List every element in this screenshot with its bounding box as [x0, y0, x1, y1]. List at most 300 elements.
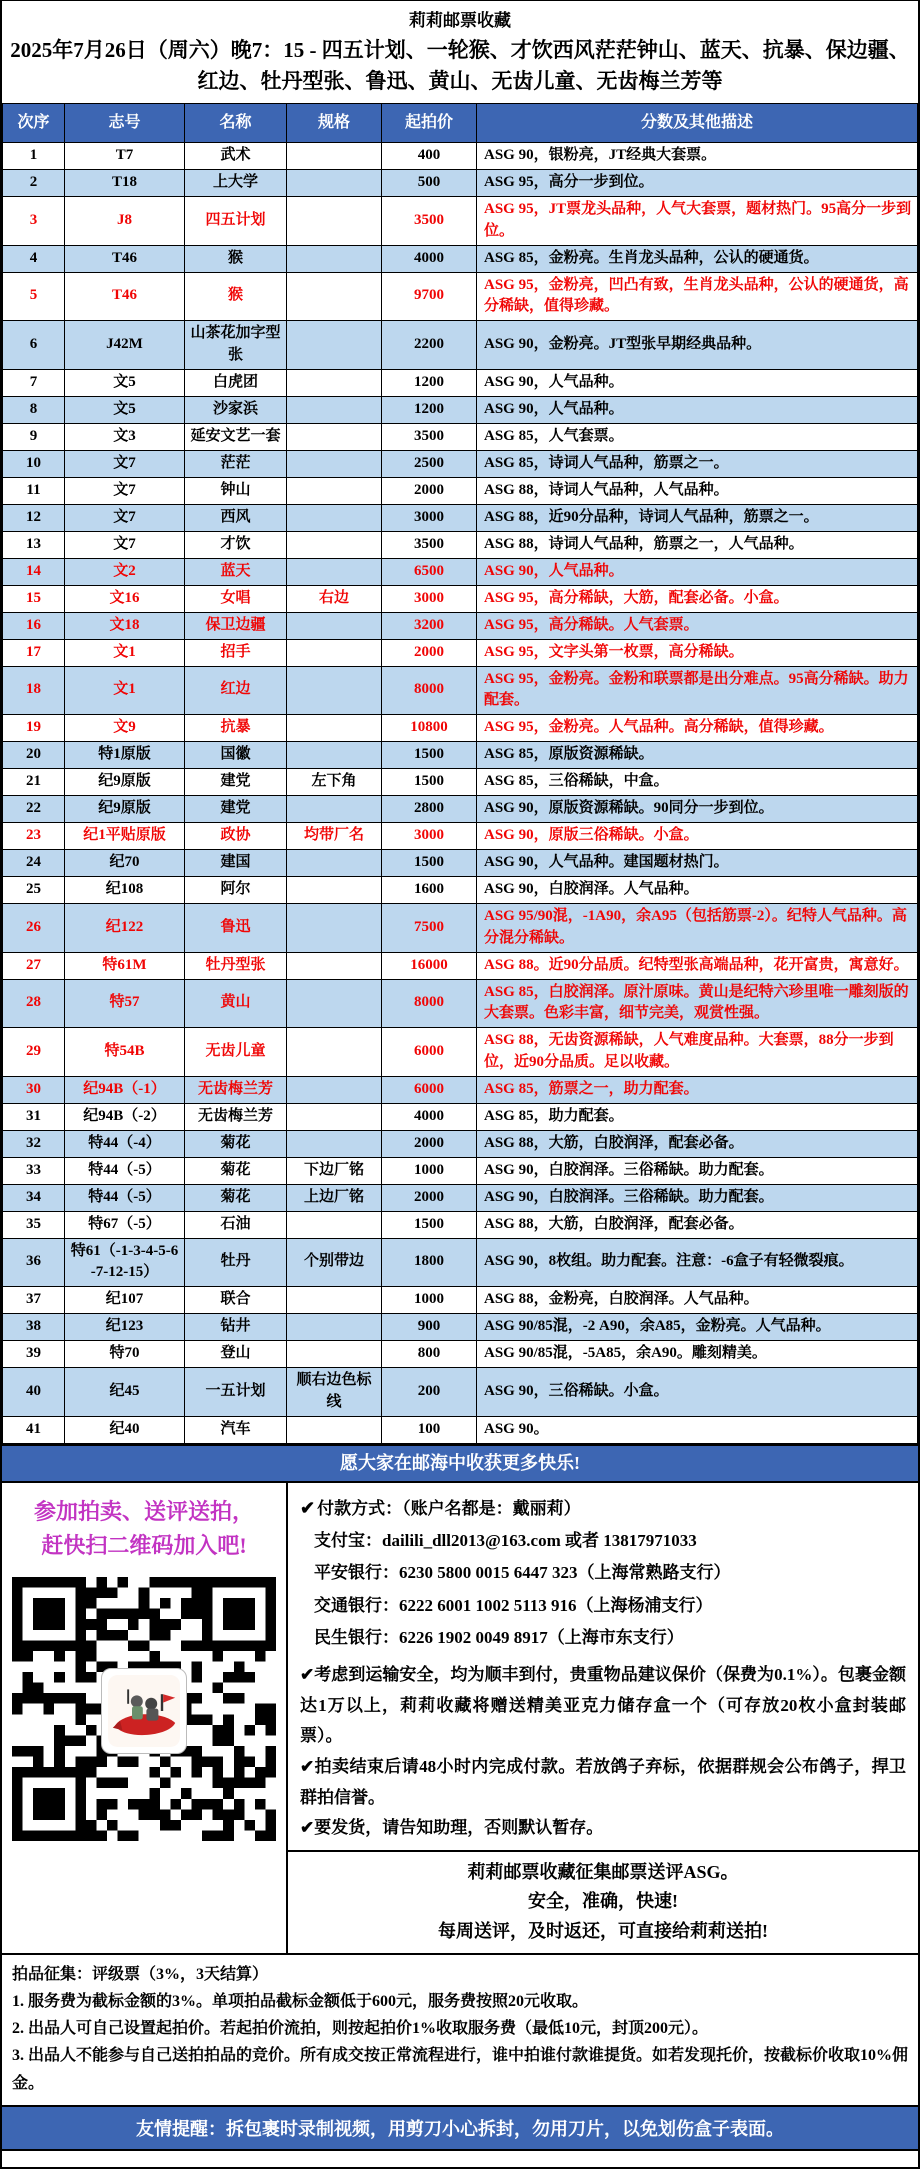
cell-catalog: 纪9原版 [65, 796, 185, 823]
event-subtitle: 2025年7月26日（周六）晚7：15 - 四五计划、一轮猴、才饮西风茫茫钟山、蓝天、抗暴、保边疆、红边、牡丹型张、鲁迅、黄山、无齿儿童、无齿梅兰芳等 [10, 38, 910, 93]
cell-spec [287, 877, 382, 904]
column-header-name: 名称 [185, 104, 287, 143]
cell-seq: 7 [3, 369, 65, 396]
payment-line-text: 交通银行：6222 6001 1002 5113 916（上海杨浦支行） [314, 1595, 713, 1615]
cell-name: 茫茫 [185, 450, 287, 477]
note-line-text: 要发货，请告知助理，否则默认暂存。 [314, 1818, 604, 1838]
cell-name: 鲁迅 [185, 904, 287, 953]
cell-price: 3000 [382, 585, 477, 612]
note-line [300, 1660, 906, 1752]
cell-price: 9700 [382, 272, 477, 321]
cell-spec [287, 1130, 382, 1157]
cell-name: 上大学 [185, 170, 287, 197]
cell-seq: 30 [3, 1076, 65, 1103]
cell-price: 10800 [382, 715, 477, 742]
table-row [3, 823, 918, 850]
rules-section [2, 1953, 918, 2105]
cell-catalog: 文1 [65, 639, 185, 666]
cell-price: 1200 [382, 396, 477, 423]
cell-price: 1200 [382, 369, 477, 396]
cell-price: 1500 [382, 769, 477, 796]
cell-spec [287, 272, 382, 321]
rule-line: 2. 出品人可自己设置起拍价。若起拍价流拍，则按起拍价1%收取服务费（最低10元，封顶200元）。 [12, 2020, 709, 2038]
cell-name: 无齿梅兰芳 [185, 1103, 287, 1130]
cell-seq: 19 [3, 715, 65, 742]
cell-desc: ASG 88，无齿资源稀缺，人气难度品种。大套票，88分一步到位，近90分品质。足以收藏。 [477, 1028, 918, 1077]
cell-spec: 顺右边色标线 [287, 1368, 382, 1417]
cell-price: 6000 [382, 1028, 477, 1077]
cell-seq: 13 [3, 531, 65, 558]
payment-line-text: 民生银行：6226 1902 0049 8917（上海市东支行） [314, 1627, 684, 1647]
cell-desc: ASG 90，金粉亮。JT型张早期经典品种。 [477, 321, 918, 370]
cell-spec [287, 321, 382, 370]
table-row [3, 369, 918, 396]
cell-price: 16000 [382, 952, 477, 979]
asg-line: 每周送评，及时返还，可直接给莉莉送拍! [438, 1921, 768, 1942]
cell-catalog: 文7 [65, 450, 185, 477]
cell-name: 猴 [185, 272, 287, 321]
rocket-riders-illustration [108, 1675, 180, 1747]
cell-seq: 33 [3, 1157, 65, 1184]
cell-desc: ASG 95，高分稀缺，大筋，配套必备。小盒。 [477, 585, 918, 612]
cell-spec [287, 170, 382, 197]
cell-spec: 均带厂名 [287, 823, 382, 850]
cell-name: 抗暴 [185, 715, 287, 742]
cell-spec [287, 197, 382, 246]
cell-seq: 22 [3, 796, 65, 823]
cell-catalog: 文18 [65, 612, 185, 639]
cell-seq: 1 [3, 143, 65, 170]
promo-line-2: 赶快扫二维码加入吧! [41, 1532, 247, 1558]
page-title: 莉莉邮票收藏 [409, 11, 511, 30]
table-row [3, 877, 918, 904]
auction-table [2, 103, 918, 1444]
cell-catalog: 文2 [65, 558, 185, 585]
table-row [3, 170, 918, 197]
cell-spec [287, 245, 382, 272]
cell-price: 500 [382, 170, 477, 197]
cell-seq: 41 [3, 1416, 65, 1443]
cell-seq: 29 [3, 1028, 65, 1077]
cell-seq: 31 [3, 1103, 65, 1130]
cell-price: 100 [382, 1416, 477, 1443]
table-row [3, 979, 918, 1028]
cell-desc: ASG 90，白胶润泽。三俗稀缺。助力配套。 [477, 1157, 918, 1184]
cell-catalog: J8 [65, 197, 185, 246]
cell-price: 3500 [382, 197, 477, 246]
cell-catalog: 纪70 [65, 850, 185, 877]
cell-spec [287, 1028, 382, 1077]
cell-seq: 23 [3, 823, 65, 850]
table-row [3, 1341, 918, 1368]
asg-line: 安全，准确，快速! [528, 1891, 678, 1912]
cell-spec: 左下角 [287, 769, 382, 796]
cell-name: 无齿儿童 [185, 1028, 287, 1077]
table-row [3, 450, 918, 477]
cell-price: 2500 [382, 450, 477, 477]
cell-price: 1800 [382, 1238, 477, 1287]
wish-banner: 愿大家在邮海中收获更多快乐! [2, 1444, 918, 1483]
cell-spec [287, 742, 382, 769]
cell-spec [287, 666, 382, 715]
table-row [3, 1211, 918, 1238]
cell-desc: ASG 88，大筋，白胶润泽，配套必备。 [477, 1211, 918, 1238]
cell-name: 牡丹型张 [185, 952, 287, 979]
cell-desc: ASG 90。 [477, 1416, 918, 1443]
table-row [3, 769, 918, 796]
column-header-seq: 次序 [3, 104, 65, 143]
cell-desc: ASG 90，三俗稀缺。小盒。 [477, 1368, 918, 1417]
cell-name: 菊花 [185, 1184, 287, 1211]
cell-desc: ASG 88，诗词人气品种，筋票之一，人气品种。 [477, 531, 918, 558]
cell-price: 4000 [382, 1103, 477, 1130]
cell-catalog: 文7 [65, 504, 185, 531]
cell-desc: ASG 85，筋票之一，助力配套。 [477, 1076, 918, 1103]
cell-catalog: 文9 [65, 715, 185, 742]
cell-name: 红边 [185, 666, 287, 715]
table-row [3, 1076, 918, 1103]
cell-catalog: 特61（-1-3-4-5-6-7-12-15） [65, 1238, 185, 1287]
cell-spec [287, 612, 382, 639]
note-line-text: 拍卖结束后请48小时内完成付款。若放鸽子弃标，依据群规会公布鸽子，捍卫群拍信誉。 [300, 1757, 906, 1807]
bottom-spacer [2, 2151, 918, 2167]
cell-name: 建党 [185, 796, 287, 823]
cell-spec: 个别带边 [287, 1238, 382, 1287]
cell-name: 菊花 [185, 1157, 287, 1184]
table-row [3, 585, 918, 612]
payment-line-text: 付款方式：（账户名都是：戴丽莉） [317, 1498, 581, 1518]
table-row [3, 639, 918, 666]
cell-spec [287, 143, 382, 170]
cell-catalog: 文5 [65, 369, 185, 396]
table-header-row [3, 104, 918, 143]
table-row [3, 1368, 918, 1417]
cell-desc: ASG 95，高分稀缺。人气套票。 [477, 612, 918, 639]
cell-spec [287, 396, 382, 423]
cell-catalog: 纪122 [65, 904, 185, 953]
cell-name: 武术 [185, 143, 287, 170]
cell-price: 2800 [382, 796, 477, 823]
cell-seq: 28 [3, 979, 65, 1028]
cell-spec [287, 1341, 382, 1368]
cell-price: 2000 [382, 1184, 477, 1211]
cell-price: 3200 [382, 612, 477, 639]
table-row [3, 1103, 918, 1130]
table-row [3, 1157, 918, 1184]
cell-spec [287, 504, 382, 531]
cell-price: 1000 [382, 1287, 477, 1314]
cell-name: 猴 [185, 245, 287, 272]
cell-catalog: 特57 [65, 979, 185, 1028]
cell-spec [287, 639, 382, 666]
cell-seq: 9 [3, 423, 65, 450]
table-row [3, 531, 918, 558]
cell-catalog: J42M [65, 321, 185, 370]
cell-name: 白虎团 [185, 369, 287, 396]
cell-catalog: 文7 [65, 531, 185, 558]
cell-spec [287, 1416, 382, 1443]
middle-section [2, 1483, 918, 1953]
cell-desc: ASG 90/85混，-2 A90，余A85，金粉亮。人气品种。 [477, 1314, 918, 1341]
cell-seq: 37 [3, 1287, 65, 1314]
cell-spec: 右边 [287, 585, 382, 612]
cell-spec [287, 850, 382, 877]
cell-desc: ASG 95，金粉亮，凹凸有致，生肖龙头品种，公认的硬通货，高分稀缺，值得珍藏。 [477, 272, 918, 321]
asg-line: 莉莉邮票收藏征集邮票送评ASG。 [467, 1861, 739, 1882]
cell-price: 2000 [382, 639, 477, 666]
cell-seq: 18 [3, 666, 65, 715]
cell-seq: 32 [3, 1130, 65, 1157]
cell-desc: ASG 85，金粉亮。生肖龙头品种，公认的硬通货。 [477, 245, 918, 272]
payment-line-text: 平安银行：6230 5800 0015 6447 323（上海常熟路支行） [314, 1563, 731, 1583]
table-row [3, 1184, 918, 1211]
cell-name: 联合 [185, 1287, 287, 1314]
cell-price: 2000 [382, 477, 477, 504]
cell-name: 石油 [185, 1211, 287, 1238]
cell-price: 8000 [382, 979, 477, 1028]
payment-section [288, 1483, 918, 1658]
cell-name: 汽车 [185, 1416, 287, 1443]
cell-name: 一五计划 [185, 1368, 287, 1417]
cell-desc: ASG 90，人气品种。 [477, 558, 918, 585]
table-row [3, 612, 918, 639]
cell-spec [287, 450, 382, 477]
cell-catalog: 纪123 [65, 1314, 185, 1341]
rule-line: 拍品征集：评级票（3%，3天结算） [12, 1965, 269, 1983]
cell-desc: ASG 90，白胶润泽。人气品种。 [477, 877, 918, 904]
cell-price: 4000 [382, 245, 477, 272]
cell-seq: 5 [3, 272, 65, 321]
sheet-header [2, 1, 918, 103]
table-row [3, 396, 918, 423]
cell-desc: ASG 90/85混，-5A85，余A90。雕刻精美。 [477, 1341, 918, 1368]
table-row [3, 477, 918, 504]
check-icon: ✔ [300, 1665, 315, 1685]
promo-text [2, 1495, 286, 1563]
cell-desc: ASG 85，助力配套。 [477, 1103, 918, 1130]
column-header-spec: 规格 [287, 104, 382, 143]
cell-spec [287, 369, 382, 396]
table-row [3, 1416, 918, 1443]
table-row [3, 1238, 918, 1287]
cell-catalog: 特44（-5） [65, 1184, 185, 1211]
cell-catalog: 文16 [65, 585, 185, 612]
cell-desc: ASG 95，金粉亮。金粉和联票都是出分难点。95高分稀缺。助力配套。 [477, 666, 918, 715]
cell-catalog: 特44（-4） [65, 1130, 185, 1157]
table-row [3, 715, 918, 742]
cell-catalog: 纪45 [65, 1368, 185, 1417]
cell-seq: 21 [3, 769, 65, 796]
table-row [3, 850, 918, 877]
asg-section [288, 1850, 918, 1953]
table-row [3, 796, 918, 823]
cell-desc: ASG 90，人气品种。建国题材热门。 [477, 850, 918, 877]
cell-desc: ASG 88，诗词人气品种，人气品种。 [477, 477, 918, 504]
cell-catalog: 文1 [65, 666, 185, 715]
cell-name: 延安文艺一套 [185, 423, 287, 450]
cell-catalog: 特44（-5） [65, 1157, 185, 1184]
cell-price: 1500 [382, 850, 477, 877]
note-line [300, 1813, 906, 1844]
cell-seq: 39 [3, 1341, 65, 1368]
cell-price: 2200 [382, 321, 477, 370]
cell-desc: ASG 90，白胶润泽。三俗稀缺。助力配套。 [477, 1184, 918, 1211]
cell-catalog: T46 [65, 272, 185, 321]
cell-catalog: 纪94B（-2） [65, 1103, 185, 1130]
cell-seq: 11 [3, 477, 65, 504]
notes-section [288, 1658, 918, 1850]
cell-catalog: 特61M [65, 952, 185, 979]
cell-seq: 12 [3, 504, 65, 531]
cell-catalog: 特1原版 [65, 742, 185, 769]
cell-catalog: 文7 [65, 477, 185, 504]
cell-seq: 40 [3, 1368, 65, 1417]
cell-spec [287, 477, 382, 504]
cell-seq: 4 [3, 245, 65, 272]
cell-spec [287, 1211, 382, 1238]
cell-desc: ASG 85，原版资源稀缺。 [477, 742, 918, 769]
cell-name: 西风 [185, 504, 287, 531]
cell-catalog: 特54B [65, 1028, 185, 1077]
cell-price: 6500 [382, 558, 477, 585]
cell-name: 登山 [185, 1341, 287, 1368]
cell-seq: 16 [3, 612, 65, 639]
cell-price: 1500 [382, 1211, 477, 1238]
cell-desc: ASG 95/90混，-1A90，余A95（包括筋票-2）。纪特人气品种。高分混分稀缺。 [477, 904, 918, 953]
cell-price: 3500 [382, 531, 477, 558]
cell-seq: 2 [3, 170, 65, 197]
payment-line [300, 1590, 906, 1622]
qr-code [12, 1577, 276, 1846]
cell-spec [287, 1287, 382, 1314]
cell-catalog: 文3 [65, 423, 185, 450]
cell-seq: 14 [3, 558, 65, 585]
cell-spec [287, 952, 382, 979]
cell-desc: ASG 90，8枚组。助力配套。注意：-6盒子有轻微裂痕。 [477, 1238, 918, 1287]
cell-price: 3500 [382, 423, 477, 450]
reminder-banner: 友情提醒：拆包裹时录制视频，用剪刀小心拆封，勿用刀片，以免划伤盒子表面。 [2, 2105, 918, 2151]
cell-name: 四五计划 [185, 197, 287, 246]
rule-line: 1. 服务费为截标金额的3%。单项拍品截标金额低于600元，服务费按照20元收取。 [12, 1993, 589, 2011]
table-row [3, 742, 918, 769]
payment-line [300, 1491, 906, 1525]
payment-line-text: 支付宝：dailili_dll2013@163.com 或者 13817971033 [314, 1531, 697, 1551]
table-row [3, 1130, 918, 1157]
auction-table-body [3, 143, 918, 1444]
check-icon: ✔ [300, 1497, 316, 1518]
column-header-catalog: 志号 [65, 104, 185, 143]
cell-desc: ASG 90，人气品种。 [477, 369, 918, 396]
cell-seq: 3 [3, 197, 65, 246]
cell-seq: 6 [3, 321, 65, 370]
cell-price: 3000 [382, 823, 477, 850]
cell-name: 菊花 [185, 1130, 287, 1157]
rule-line: 3. 出品人不能参与自己送拍拍品的竞价。所有成交按正常流程进行，谁中拍谁付款谁提货。如若发现托价，按截标价收取10%佣金。 [12, 2047, 909, 2092]
cell-name: 才饮 [185, 531, 287, 558]
cell-price: 800 [382, 1341, 477, 1368]
cell-name: 黄山 [185, 979, 287, 1028]
cell-price: 8000 [382, 666, 477, 715]
cell-name: 建党 [185, 769, 287, 796]
cell-desc: ASG 85，诗词人气品种，筋票之一。 [477, 450, 918, 477]
cell-catalog: 文5 [65, 396, 185, 423]
cell-seq: 27 [3, 952, 65, 979]
note-line-text: 考虑到运输安全，均为顺丰到付，贵重物品建议保价（保费为0.1%）。包裹金额达1万以上，莉莉收藏将赠送精美亚克力储存盒一个（可存放20枚小盒封装邮票）。 [300, 1665, 906, 1746]
cell-desc: ASG 88，近90分品种，诗词人气品种，筋票之一。 [477, 504, 918, 531]
qr-center-logo [101, 1668, 187, 1754]
cell-seq: 24 [3, 850, 65, 877]
cell-name: 蓝天 [185, 558, 287, 585]
cell-seq: 36 [3, 1238, 65, 1287]
payment-panel [288, 1483, 918, 1953]
cell-price: 200 [382, 1368, 477, 1417]
cell-catalog: 纪94B（-1） [65, 1076, 185, 1103]
cell-seq: 10 [3, 450, 65, 477]
promo-panel [2, 1483, 288, 1953]
cell-spec [287, 904, 382, 953]
cell-seq: 17 [3, 639, 65, 666]
cell-price: 1000 [382, 1157, 477, 1184]
cell-seq: 26 [3, 904, 65, 953]
cell-spec [287, 531, 382, 558]
cell-price: 900 [382, 1314, 477, 1341]
cell-spec [287, 979, 382, 1028]
cell-catalog: T18 [65, 170, 185, 197]
cell-price: 1600 [382, 877, 477, 904]
table-row [3, 504, 918, 531]
check-icon: ✔ [300, 1818, 315, 1838]
column-header-desc: 分数及其他描述 [477, 104, 918, 143]
column-header-price: 起拍价 [382, 104, 477, 143]
cell-price: 7500 [382, 904, 477, 953]
cell-desc: ASG 88，金粉亮，白胶润泽。人气品种。 [477, 1287, 918, 1314]
cell-price: 6000 [382, 1076, 477, 1103]
table-row [3, 423, 918, 450]
cell-spec [287, 1076, 382, 1103]
note-line [300, 1752, 906, 1813]
cell-desc: ASG 90，人气品种。 [477, 396, 918, 423]
cell-catalog: 纪40 [65, 1416, 185, 1443]
table-row [3, 245, 918, 272]
cell-desc: ASG 90，银粉亮，JT经典大套票。 [477, 143, 918, 170]
cell-desc: ASG 85，三俗稀缺，中盒。 [477, 769, 918, 796]
cell-spec [287, 423, 382, 450]
table-row [3, 1314, 918, 1341]
cell-seq: 25 [3, 877, 65, 904]
cell-catalog: T46 [65, 245, 185, 272]
cell-desc: ASG 95，JT票龙头品种，人气大套票，题材热门。95高分一步到位。 [477, 197, 918, 246]
cell-seq: 15 [3, 585, 65, 612]
cell-desc: ASG 85，人气套票。 [477, 423, 918, 450]
cell-name: 沙家浜 [185, 396, 287, 423]
table-row [3, 952, 918, 979]
cell-spec [287, 796, 382, 823]
cell-desc: ASG 95，文字头第一枚票，高分稀缺。 [477, 639, 918, 666]
cell-name: 保卫边疆 [185, 612, 287, 639]
table-row [3, 904, 918, 953]
cell-catalog: 纪1平贴原版 [65, 823, 185, 850]
cell-spec [287, 558, 382, 585]
cell-desc: ASG 95，高分一步到位。 [477, 170, 918, 197]
cell-spec: 上边厂铭 [287, 1184, 382, 1211]
cell-catalog: 纪108 [65, 877, 185, 904]
cell-catalog: 特67（-5） [65, 1211, 185, 1238]
cell-desc: ASG 90，原版三俗稀缺。小盒。 [477, 823, 918, 850]
table-row [3, 197, 918, 246]
table-row [3, 272, 918, 321]
cell-desc: ASG 85，白胶润泽。原汁原味。黄山是纪特六珍里唯一雕刻版的大套票。色彩丰富，细节完美，观赏性强。 [477, 979, 918, 1028]
table-row [3, 666, 918, 715]
